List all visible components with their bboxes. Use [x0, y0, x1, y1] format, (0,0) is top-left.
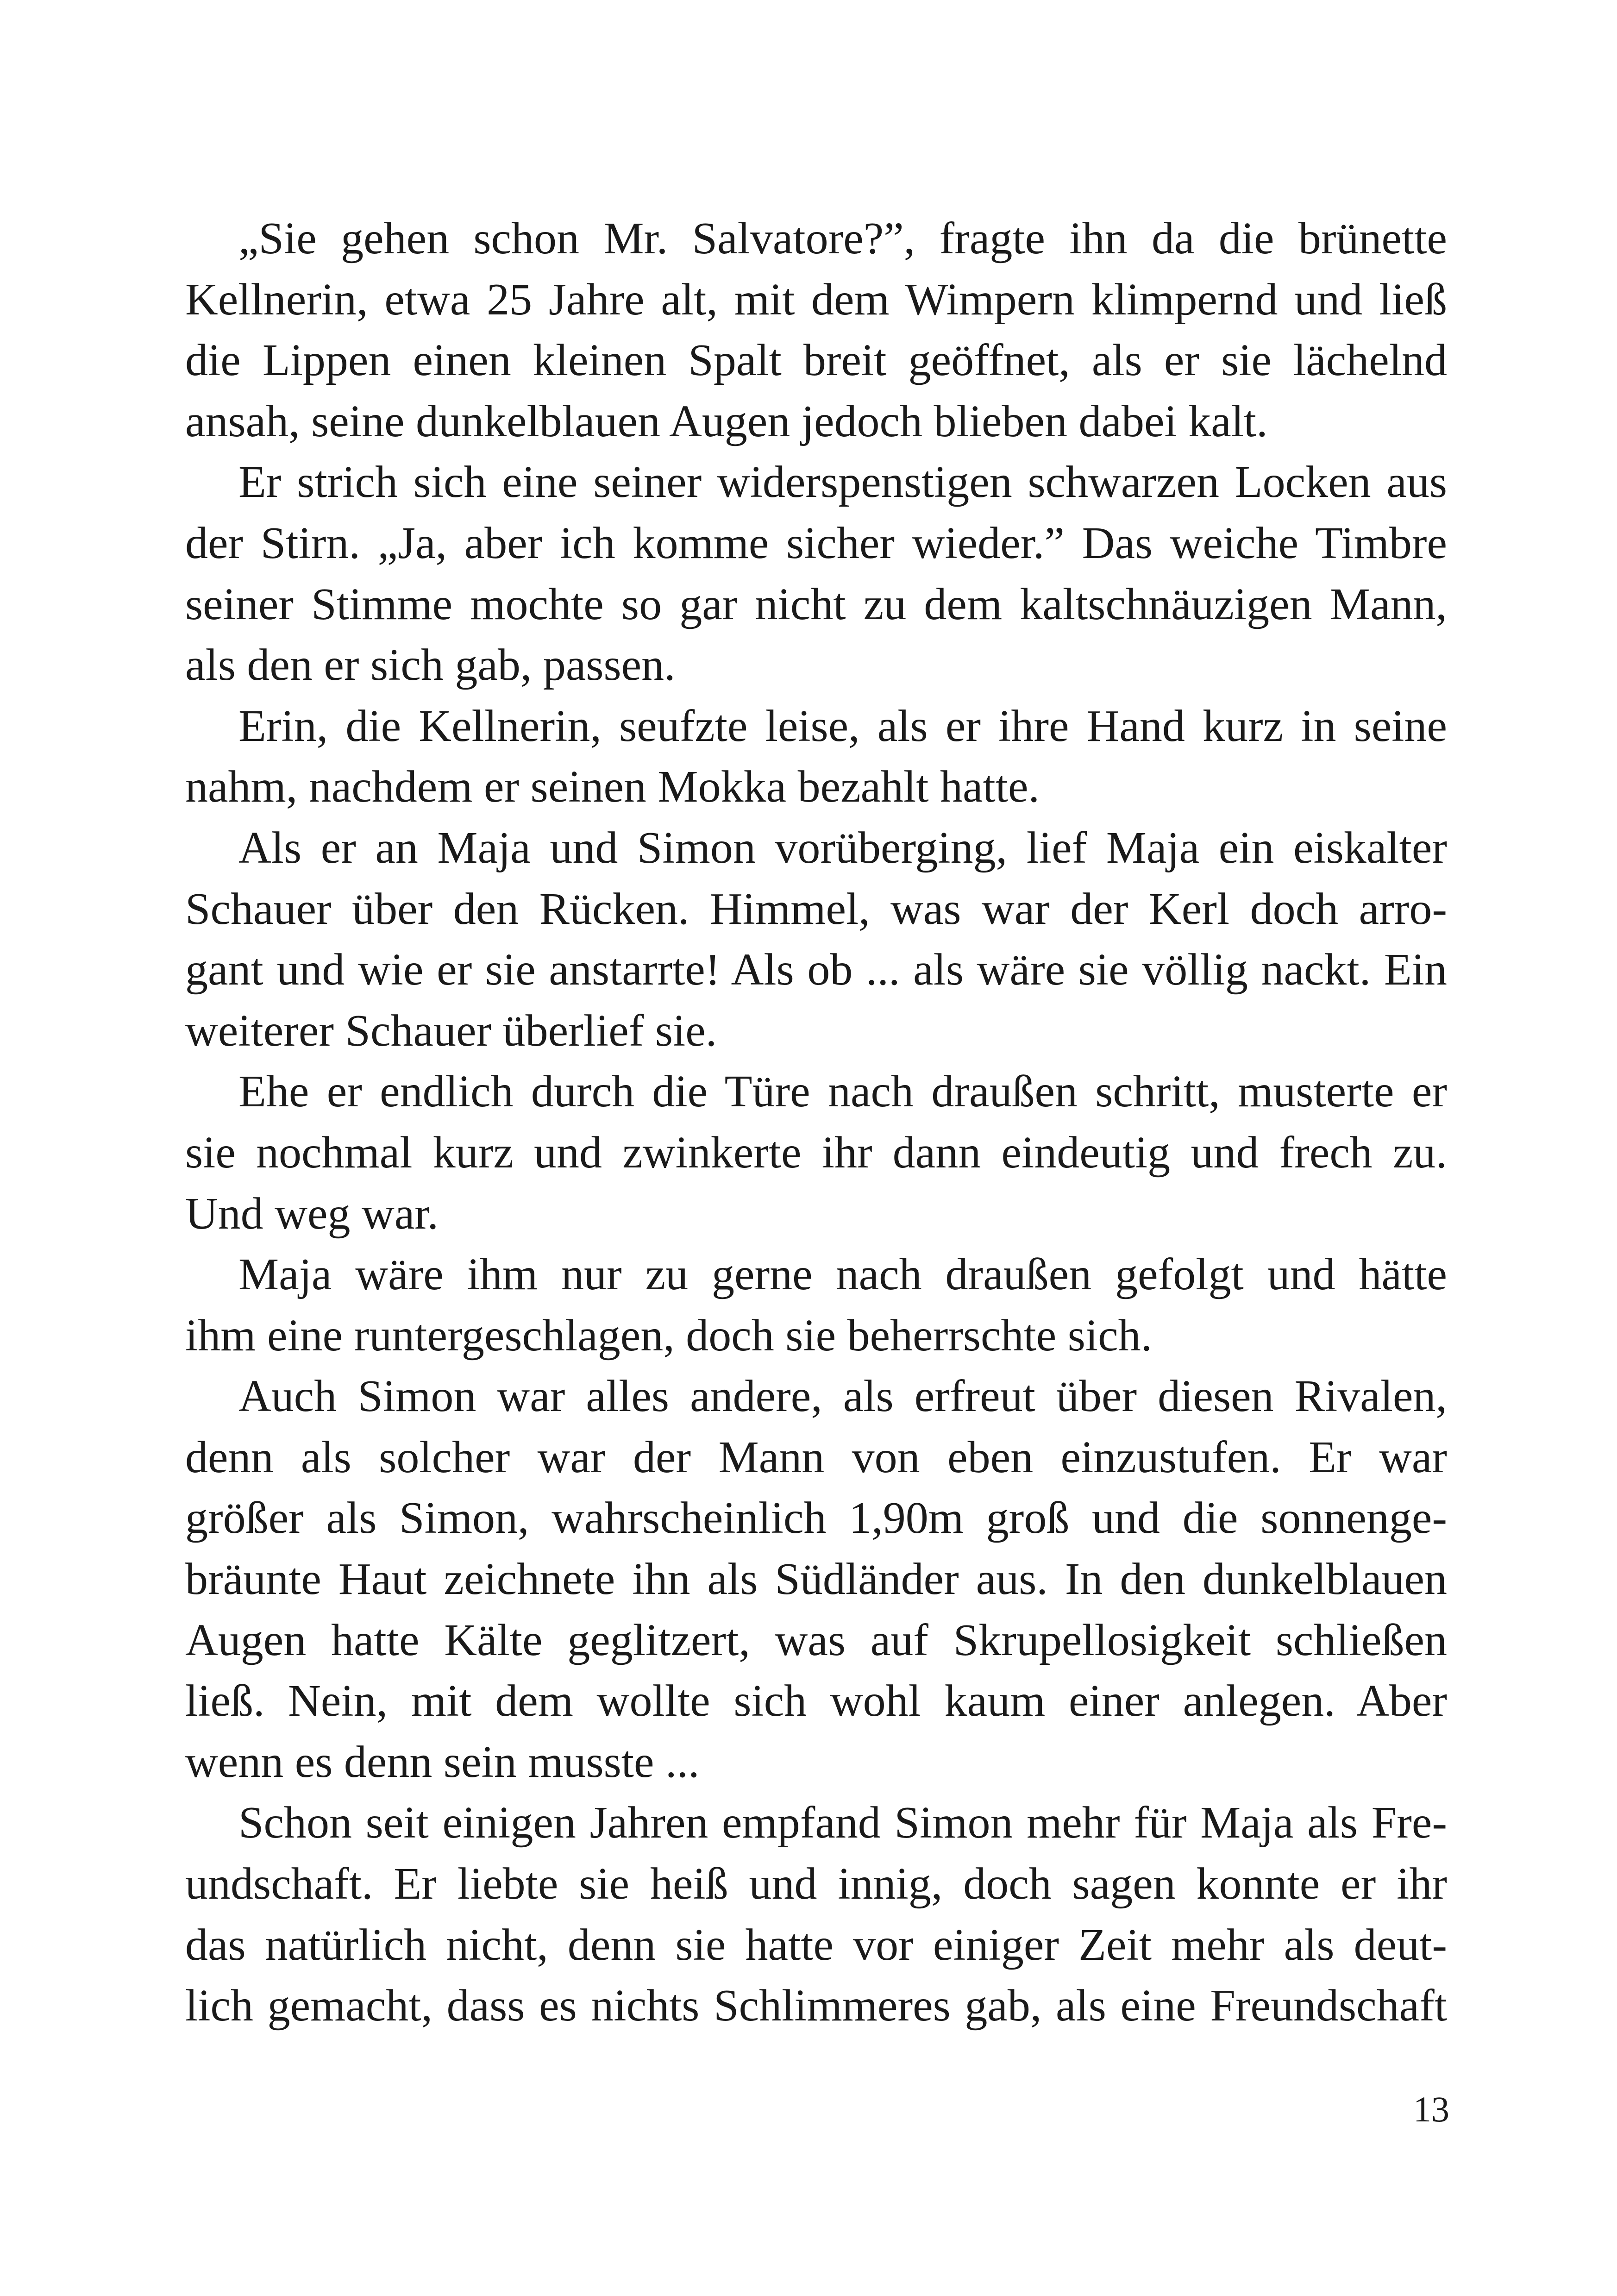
text-line: Er strich sich eine seiner widerspenstigen schwarzen Locken aus: [238, 457, 1447, 508]
text-line: ihm eine runtergeschlagen, doch sie beherrschte sich.: [185, 1310, 1153, 1361]
text-line: gant und wie er sie anstarrte! Als ob ... als wäre sie völlig nackt. Ein: [185, 945, 1447, 995]
text-line: ließ. Nein, mit dem wollte sich wohl kaum einer anlegen. Aber: [185, 1676, 1447, 1726]
text-line: lich gemacht, dass es nichts Schlimmeres gab, als eine Freundschaft: [185, 1981, 1447, 2031]
text-line: „Sie gehen schon Mr. Salvatore?”, fragte ihn da die brünette: [238, 213, 1447, 263]
text-line: Kellnerin, etwa 25 Jahre alt, mit dem Wimpern klimpernd und ließ: [185, 274, 1447, 325]
text-line: der Stirn. „Ja, aber ich komme sicher wieder.” Das weiche Timbre: [185, 518, 1447, 568]
text-line: die Lippen einen kleinen Spalt breit geöffnet, als er sie lächelnd: [185, 335, 1447, 386]
text-line: nahm, nachdem er seinen Mokka bezahlt hatte.: [185, 762, 1040, 812]
text-line: bräunte Haut zeichnete ihn als Südländer aus. In den dunkelblauen: [185, 1554, 1447, 1605]
text-line: weiterer Schauer überlief sie.: [185, 1005, 717, 1056]
body-text: [185, 208, 1447, 2037]
text-line: Als er an Maja und Simon vorüberging, lief Maja ein eiskalter: [238, 822, 1447, 873]
text-line: seiner Stimme mochte so gar nicht zu dem kaltschnäuzigen Mann,: [185, 579, 1447, 629]
text-line: undschaft. Er liebte sie heiß und innig, doch sagen konnte er ihr: [185, 1859, 1447, 1909]
text-line: Schauer über den Rücken. Himmel, was war der Kerl doch arro-: [185, 884, 1447, 934]
text-line: Und weg war.: [185, 1188, 439, 1239]
text-line: größer als Simon, wahrscheinlich 1,90m groß und die sonnenge-: [185, 1493, 1447, 1543]
text-line: ansah, seine dunkelblauen Augen jedoch blieben dabei kalt.: [185, 396, 1268, 446]
text-line: Maja wäre ihm nur zu gerne nach draußen gefolgt und hätte: [238, 1249, 1447, 1300]
text-line: Auch Simon war alles andere, als erfreut über diesen Rivalen,: [238, 1371, 1447, 1422]
text-line: Augen hatte Kälte geglitzert, was auf Skrupellosigkeit schließen: [185, 1615, 1447, 1665]
text-line: Ehe er endlich durch die Türe nach draußen schritt, musterte er: [238, 1066, 1447, 1117]
text-line: Schon seit einigen Jahren empfand Simon mehr für Maja als Fre-: [238, 1798, 1447, 1848]
text-line: wenn es denn sein musste ...: [185, 1737, 700, 1787]
text-line: als den er sich gab, passen.: [185, 640, 676, 690]
text-line: sie nochmal kurz und zwinkerte ihr dann eindeutig und frech zu.: [185, 1127, 1447, 1178]
page-number: 13: [1413, 2089, 1449, 2129]
text-line: Erin, die Kellnerin, seufzte leise, als er ihre Hand kurz in seine: [238, 701, 1447, 751]
text-line: das natürlich nicht, denn sie hatte vor einiger Zeit mehr als deut-: [185, 1920, 1447, 1970]
text-line: denn als solcher war der Mann von eben einzustufen. Er war: [185, 1432, 1447, 1482]
